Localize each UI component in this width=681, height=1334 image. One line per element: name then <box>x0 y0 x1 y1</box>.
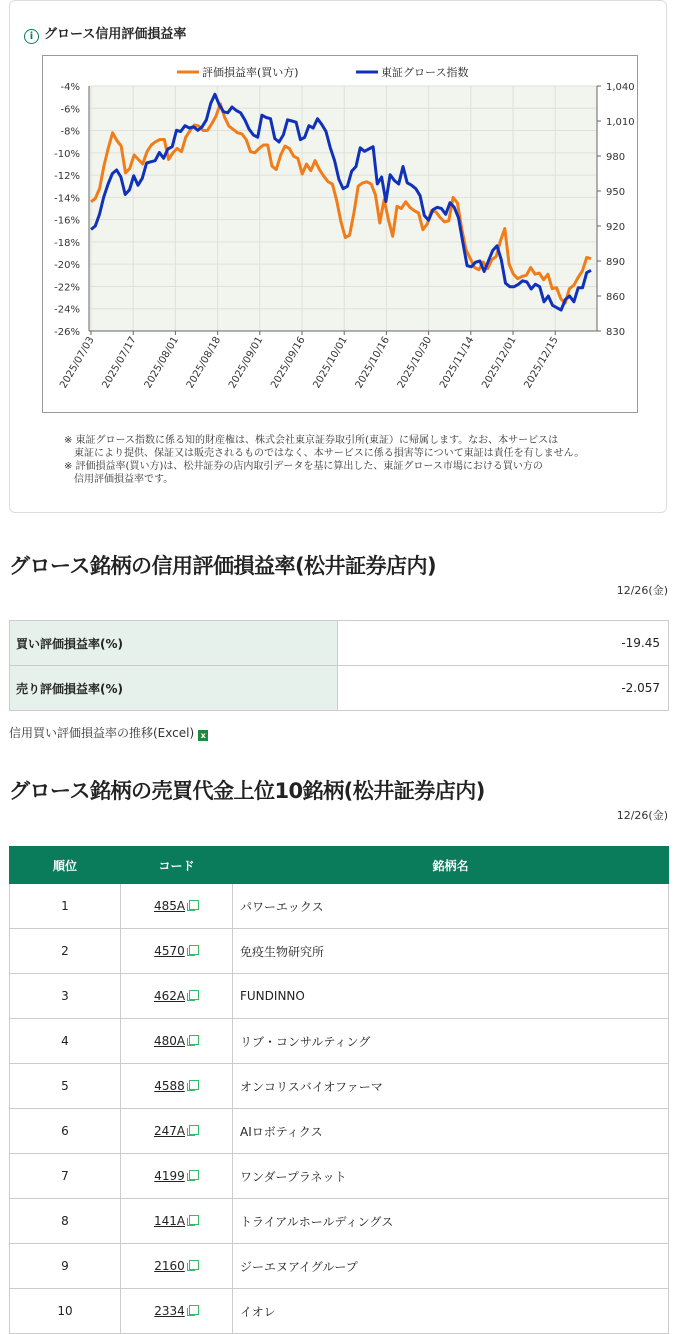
code-cell <box>121 1019 233 1064</box>
ranking-body <box>10 884 669 1334</box>
stock-code-link[interactable]: 2334 <box>154 1304 185 1318</box>
rank-cell: 1 <box>10 884 121 929</box>
y-right-tick-label: 950 <box>606 187 626 198</box>
code-cell <box>121 974 233 1019</box>
y-right-tick-label: 1,010 <box>606 117 635 128</box>
stock-name-cell: AIロボティクス <box>233 1109 669 1154</box>
table-row <box>10 1199 669 1244</box>
table-row <box>10 1064 669 1109</box>
stock-code-link[interactable]: 485A <box>153 899 186 913</box>
y-left-tick-label: -6% <box>60 104 80 116</box>
chart-frame <box>42 55 638 413</box>
x-tick-label: 2025/10/16 <box>353 335 392 391</box>
excel-download-link[interactable] <box>9 724 208 741</box>
stock-code-link[interactable]: 480A <box>153 1034 186 1048</box>
rank-cell: 2 <box>10 929 121 974</box>
header-code: コード <box>121 847 233 884</box>
x-tick-label: 2025/08/18 <box>184 335 224 391</box>
copy-icon[interactable] <box>189 900 199 910</box>
table-row <box>10 666 669 711</box>
legend-label: 評価損益率(買い方) <box>202 66 299 79</box>
table-row <box>10 1019 669 1064</box>
rank-cell: 4 <box>10 1019 121 1064</box>
x-tick-label: 2025/07/03 <box>58 335 97 391</box>
copy-icon[interactable] <box>189 990 199 1000</box>
rank-cell: 9 <box>10 1244 121 1289</box>
sell-rate-value: -2.057 <box>338 666 669 711</box>
copy-icon[interactable] <box>189 1125 199 1135</box>
y-left-tick-label: -18% <box>54 237 80 249</box>
y-left-tick-label: -10% <box>54 148 80 160</box>
copy-icon[interactable] <box>189 1305 199 1315</box>
ranking-heading: グロース銘柄の売買代金上位10銘柄(松井証券店内) <box>9 779 485 803</box>
rank-cell: 6 <box>10 1109 121 1154</box>
margin-rate-heading: グロース銘柄の信用評価損益率(松井証券店内) <box>9 554 437 578</box>
x-tick-label: 2025/12/15 <box>522 335 561 391</box>
x-tick-label: 2025/07/17 <box>100 335 139 391</box>
table-row <box>10 929 669 974</box>
y-right-tick-label: 830 <box>606 327 626 338</box>
sell-rate-label: 売り評価損益率(%) <box>10 666 338 711</box>
stock-name-cell: ジーエヌアイグループ <box>233 1244 669 1289</box>
margin-rate-table <box>9 620 669 711</box>
rank-cell: 7 <box>10 1154 121 1199</box>
x-tick-label: 2025/08/01 <box>142 335 181 391</box>
code-cell <box>121 1064 233 1109</box>
stock-code-link[interactable]: 4570 <box>154 944 185 958</box>
x-tick-label: 2025/09/16 <box>269 335 308 391</box>
x-tick-label: 2025/10/01 <box>311 335 350 391</box>
stock-name-cell: 免疫生物研究所 <box>233 929 669 974</box>
plot-area <box>89 86 597 331</box>
table-row <box>10 1109 669 1154</box>
note-line: 信用評価損益率です。 <box>64 474 174 485</box>
rank-cell: 5 <box>10 1064 121 1109</box>
y-left-tick-label: -14% <box>54 193 80 205</box>
code-cell <box>121 884 233 929</box>
copy-icon[interactable] <box>189 1080 199 1090</box>
y-left-tick-label: -12% <box>54 171 80 183</box>
stock-code-link[interactable]: 141A <box>153 1214 186 1228</box>
ranking-date: 12/26(金) <box>616 809 668 822</box>
chart-card-title-text: グロース信用評価損益率 <box>44 27 187 42</box>
stock-code-link[interactable]: 2160 <box>154 1259 185 1273</box>
x-tick-label: 2025/09/01 <box>227 335 266 391</box>
y-left-tick-label: -22% <box>54 282 80 294</box>
code-cell <box>121 1109 233 1154</box>
header-name: 銘柄名 <box>233 847 669 884</box>
chart-card <box>9 0 667 513</box>
legend-label: 東証グロース指数 <box>381 66 469 79</box>
y-left-tick-label: -26% <box>54 327 80 338</box>
excel-link-text[interactable]: 信用買い評価損益率の推移(Excel) <box>9 726 195 740</box>
x-tick-label: 2025/11/14 <box>438 335 477 391</box>
excel-icon[interactable]: x <box>198 730 208 741</box>
code-cell <box>121 1199 233 1244</box>
table-row <box>10 1244 669 1289</box>
stock-code-link[interactable]: 4199 <box>154 1169 185 1183</box>
table-row <box>10 1289 669 1334</box>
buy-rate-label: 買い評価損益率(%) <box>10 621 338 666</box>
copy-icon[interactable] <box>189 1260 199 1270</box>
chart-notes <box>64 434 624 486</box>
y-left-tick-label: -16% <box>54 215 80 227</box>
y-right-tick-label: 890 <box>606 257 626 268</box>
x-tick-label: 2025/12/01 <box>480 335 519 391</box>
ranking-table <box>9 846 669 1334</box>
stock-name-cell: トライアルホールディングス <box>233 1199 669 1244</box>
copy-icon[interactable] <box>189 1215 199 1225</box>
y-right-tick-label: 920 <box>606 222 626 233</box>
stock-name-cell: イオレ <box>233 1289 669 1334</box>
code-cell <box>121 1289 233 1334</box>
copy-icon[interactable] <box>189 1035 199 1045</box>
rank-cell: 3 <box>10 974 121 1019</box>
y-right-tick-label: 980 <box>606 152 626 163</box>
table-row <box>10 1154 669 1199</box>
note-line: ※ 評価損益率(買い方)は、松井証券の店内取引データを基に算出した、東証グロース市場における買い方の <box>64 461 543 472</box>
stock-code-link[interactable]: 4588 <box>154 1079 185 1093</box>
header-rank: 順位 <box>10 847 121 884</box>
code-cell <box>121 1244 233 1289</box>
rank-cell: 10 <box>10 1289 121 1334</box>
chart-card-title <box>24 23 186 44</box>
y-left-tick-label: -24% <box>54 304 80 316</box>
x-tick-label: 2025/10/30 <box>395 335 435 391</box>
margin-rate-chart <box>43 56 637 412</box>
buy-rate-value: -19.45 <box>338 621 669 666</box>
copy-icon[interactable] <box>189 1170 199 1180</box>
stock-name-cell: オンコリスバイオファーマ <box>233 1064 669 1109</box>
y-right-tick-label: 860 <box>606 292 626 303</box>
code-cell <box>121 929 233 974</box>
y-left-tick-label: -8% <box>60 126 80 138</box>
stock-code-link[interactable]: 247A <box>153 1124 186 1138</box>
note-line: ※ 東証グロース指数に係る知的財産権は、株式会社東京証券取引所(東証）に帰属します。なお、本サービスは <box>64 435 559 446</box>
y-left-tick-label: -4% <box>60 82 80 93</box>
stock-name-cell: リブ・コンサルティング <box>233 1019 669 1064</box>
y-right-tick-label: 1,040 <box>606 82 635 93</box>
table-row <box>10 621 669 666</box>
margin-rate-date: 12/26(金) <box>616 584 668 597</box>
stock-code-link[interactable]: 462A <box>153 989 186 1003</box>
info-icon[interactable]: i <box>24 29 39 44</box>
table-header-row <box>10 847 669 884</box>
table-row <box>10 974 669 1019</box>
stock-name-cell: パワーエックス <box>233 884 669 929</box>
code-cell <box>121 1154 233 1199</box>
stock-name-cell: ワンダープラネット <box>233 1154 669 1199</box>
stock-name-cell: FUNDINNO <box>233 974 669 1019</box>
y-left-tick-label: -20% <box>54 260 80 272</box>
note-line: 東証により提供、保証又は販売されるものではなく、本サービスに係る損害等について東証は責任を有しません。 <box>64 448 585 459</box>
copy-icon[interactable] <box>189 945 199 955</box>
table-row <box>10 884 669 929</box>
rank-cell: 8 <box>10 1199 121 1244</box>
